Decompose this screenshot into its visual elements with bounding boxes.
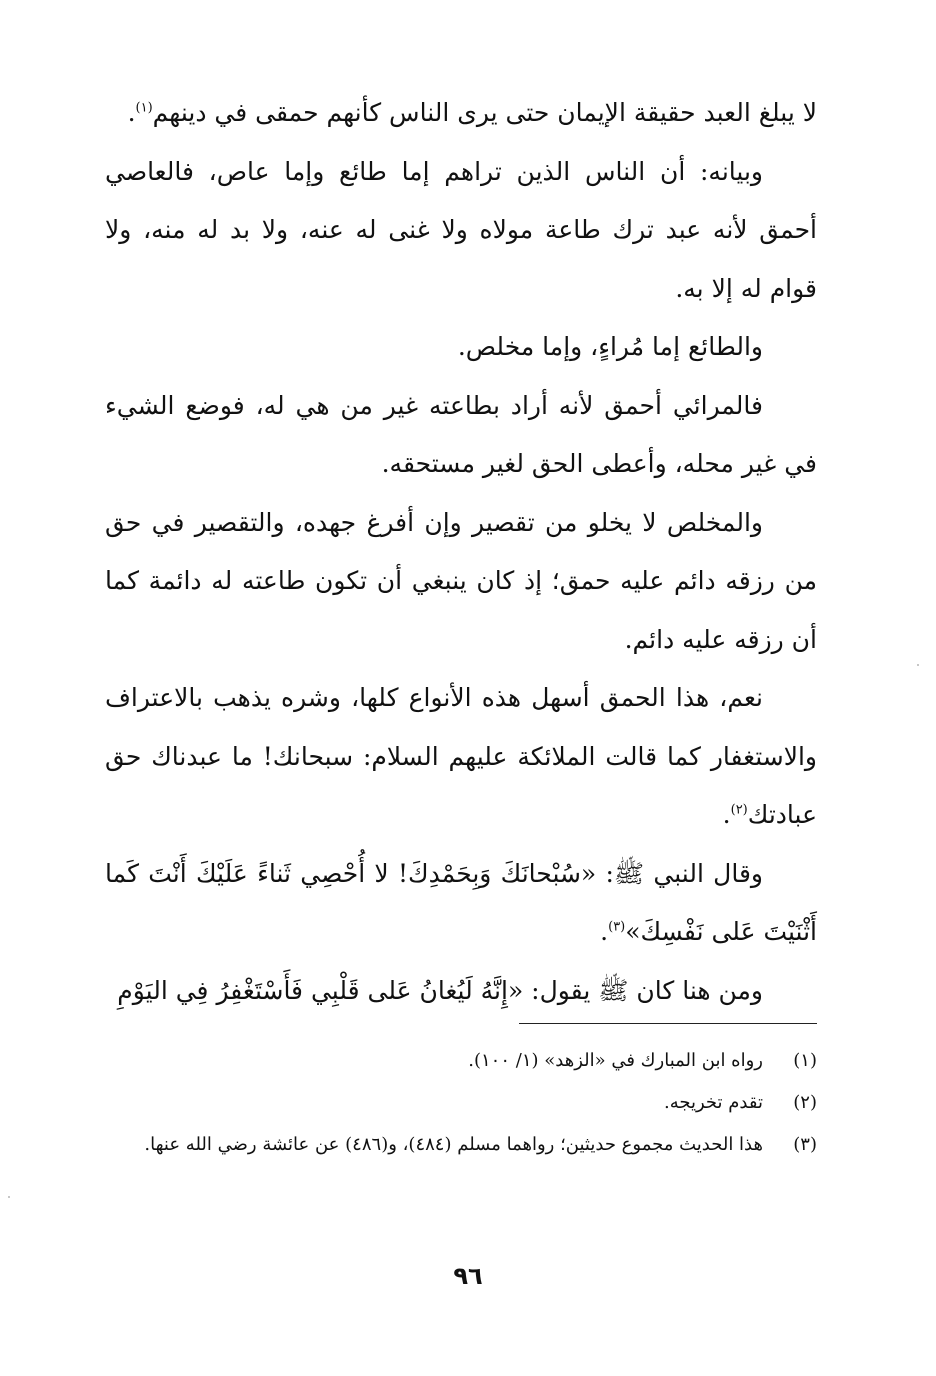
- paragraph-2-text: وبيانه: أن الناس الذين تراهم إما طائع وإما عاص، فالعاصي أحمق لأنه عبد ترك طاعة مولاه ولا غنى له عنه، ولا بد له منه، ولا قوام له إلا به.: [105, 156, 817, 303]
- footnote-number: (١): [793, 1050, 817, 1071]
- paragraph-6-tail: .: [722, 800, 731, 829]
- paragraph-1: [105, 84, 817, 143]
- footnote-text: هذا الحديث مجموع حديثين؛ رواهما مسلم (٤٨٤)، و(٤٨٦) عن عائشة رضي الله عنها.: [144, 1134, 763, 1155]
- paragraph-7-text: وقال النبي ﷺ: «سُبْحانَكَ وَبِحَمْدِكَ! لا أُحْصِي ثَناءً عَلَيْكَ أَنْتَ كَما أَثْنَيْتَ عَلى نَفْسِكَ»: [105, 858, 817, 946]
- paragraph-5-text: والمخلص لا يخلو من تقصير وإن أفرغ جهده، والتقصير في حق من رزقه دائم عليه حمق؛ إذ كان ينبغي أن تكون طاعته له دائمة كما أن رزقه عليه دائم.: [105, 507, 817, 654]
- footnotes: [105, 1040, 817, 1166]
- paragraph-4-text: فالمرائي أحمق لأنه أراد بطاعته غير من هي له، فوضع الشيء في غير محله، وأعطى الحق لغير مستحقه.: [105, 390, 817, 478]
- paragraph-8: [105, 962, 817, 1021]
- paragraph-4: [105, 377, 817, 494]
- footnote-3: [105, 1124, 817, 1166]
- paragraph-1-text: لا يبلغ العبد حقيقة الإيمان حتى يرى الناس كأنهم حمقى في دينهم: [152, 98, 817, 127]
- page-number: ٩٦: [453, 1262, 483, 1290]
- footnote-text: رواه ابن المبارك في «الزهد» (١/ ١٠٠).: [468, 1050, 763, 1071]
- footnote-ref-1: (١): [135, 100, 153, 116]
- footnote-ref-2: (٢): [730, 802, 748, 818]
- paragraph-7: [105, 845, 817, 962]
- main-text: [105, 84, 817, 1020]
- paragraph-7-tail: .: [600, 917, 609, 946]
- footnote-number: (٣): [793, 1134, 817, 1155]
- paragraph-5: [105, 494, 817, 670]
- footnote-text: تقدم تخريجه.: [664, 1092, 763, 1113]
- scan-speck: [8, 1196, 10, 1198]
- paragraph-6: [105, 669, 817, 845]
- scan-speck: [917, 664, 919, 666]
- footnote-divider: [519, 1023, 817, 1024]
- footnote-number: (٢): [793, 1092, 817, 1113]
- paragraph-1-tail: .: [127, 98, 136, 127]
- paragraph-6-text: نعم، هذا الحمق أسهل هذه الأنواع كلها، وشره يذهب بالاعتراف والاستغفار كما قالت الملائكة عليهم السلام: سبحانك! ما عبدناك حق عبادتك: [105, 683, 817, 829]
- footnote-ref-3: (٣): [608, 919, 626, 935]
- paragraph-3-text: والطائع إما مُراءٍ، وإما مخلص.: [457, 332, 763, 361]
- footnote-1: [105, 1040, 817, 1082]
- paragraph-8-text: ومن هنا كان ﷺ يقول: «إِنَّهُ لَيُغانُ عَلى قَلْبِي فَأَسْتَغْفِرُ فِي اليَوْمِ: [117, 975, 763, 1005]
- paragraph-3: [105, 318, 817, 377]
- footnote-2: [105, 1082, 817, 1124]
- paragraph-2: [105, 143, 817, 319]
